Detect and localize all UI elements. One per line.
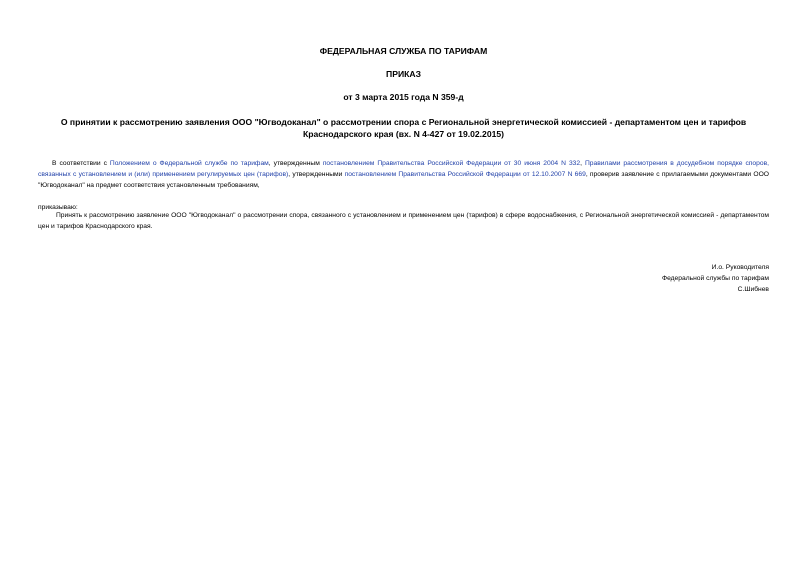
link-fst-regulation[interactable]: Положением о Федеральной службе по тарифам (109, 160, 269, 167)
signature-position: И.о. Руководителя (711, 264, 769, 271)
order-word: приказываю: (38, 204, 78, 211)
signature-block (662, 262, 769, 295)
preamble-text-2: , утвержденным (268, 160, 323, 167)
order-paragraph: Принять к рассмотрению заявление ООО "Югводоканал" о рассмотрении спора, связанного с установлением и применением цен (тарифов) в сфере водоснабжения, с Региональной энергетической комиссией - департаментом цен и тарифов Краснодарского края. (38, 212, 769, 230)
document-date-number: от 3 марта 2015 года N 359-д (343, 92, 464, 102)
preamble-text-4: , утвержденными (288, 171, 345, 178)
agency-title: ФЕДЕРАЛЬНАЯ СЛУЖБА ПО ТАРИФАМ (319, 46, 488, 56)
signature-agency: Федеральной службы по тарифам (662, 275, 769, 282)
link-government-decree-332[interactable]: постановлением Правительства Российской Федерации от 30 июня 2004 N 332 (322, 160, 581, 167)
link-dispute-rules[interactable]: Правилами рассмотрения в досудебном порядке споров, связанных с установлением и (или) применением регулируемых цен (тарифов) (38, 160, 769, 178)
document-subject: О принятии к рассмотрению заявления ООО "Югводоканал" о рассмотрении спора с Региональной энергетической комиссией - департаментом цен и тарифов Краснодарского края (вх. N 4-427 от 19.02.2015) (60, 117, 747, 139)
preamble-text-3: , (580, 160, 585, 167)
preamble-text-5: , проверив заявление с прилагаемыми документами ООО "Югводоканал" на предмет соответствия установленным требованиям, (38, 171, 770, 189)
document-type: ПРИКАЗ (386, 69, 421, 79)
link-government-decree-669[interactable]: постановлением Правительства Российской Федерации от 12.10.2007 N 669 (344, 171, 586, 178)
preamble-paragraph (38, 158, 769, 191)
signature-name: С.Шибнев (737, 286, 769, 293)
preamble-text-1: В соответствии с (52, 160, 110, 167)
